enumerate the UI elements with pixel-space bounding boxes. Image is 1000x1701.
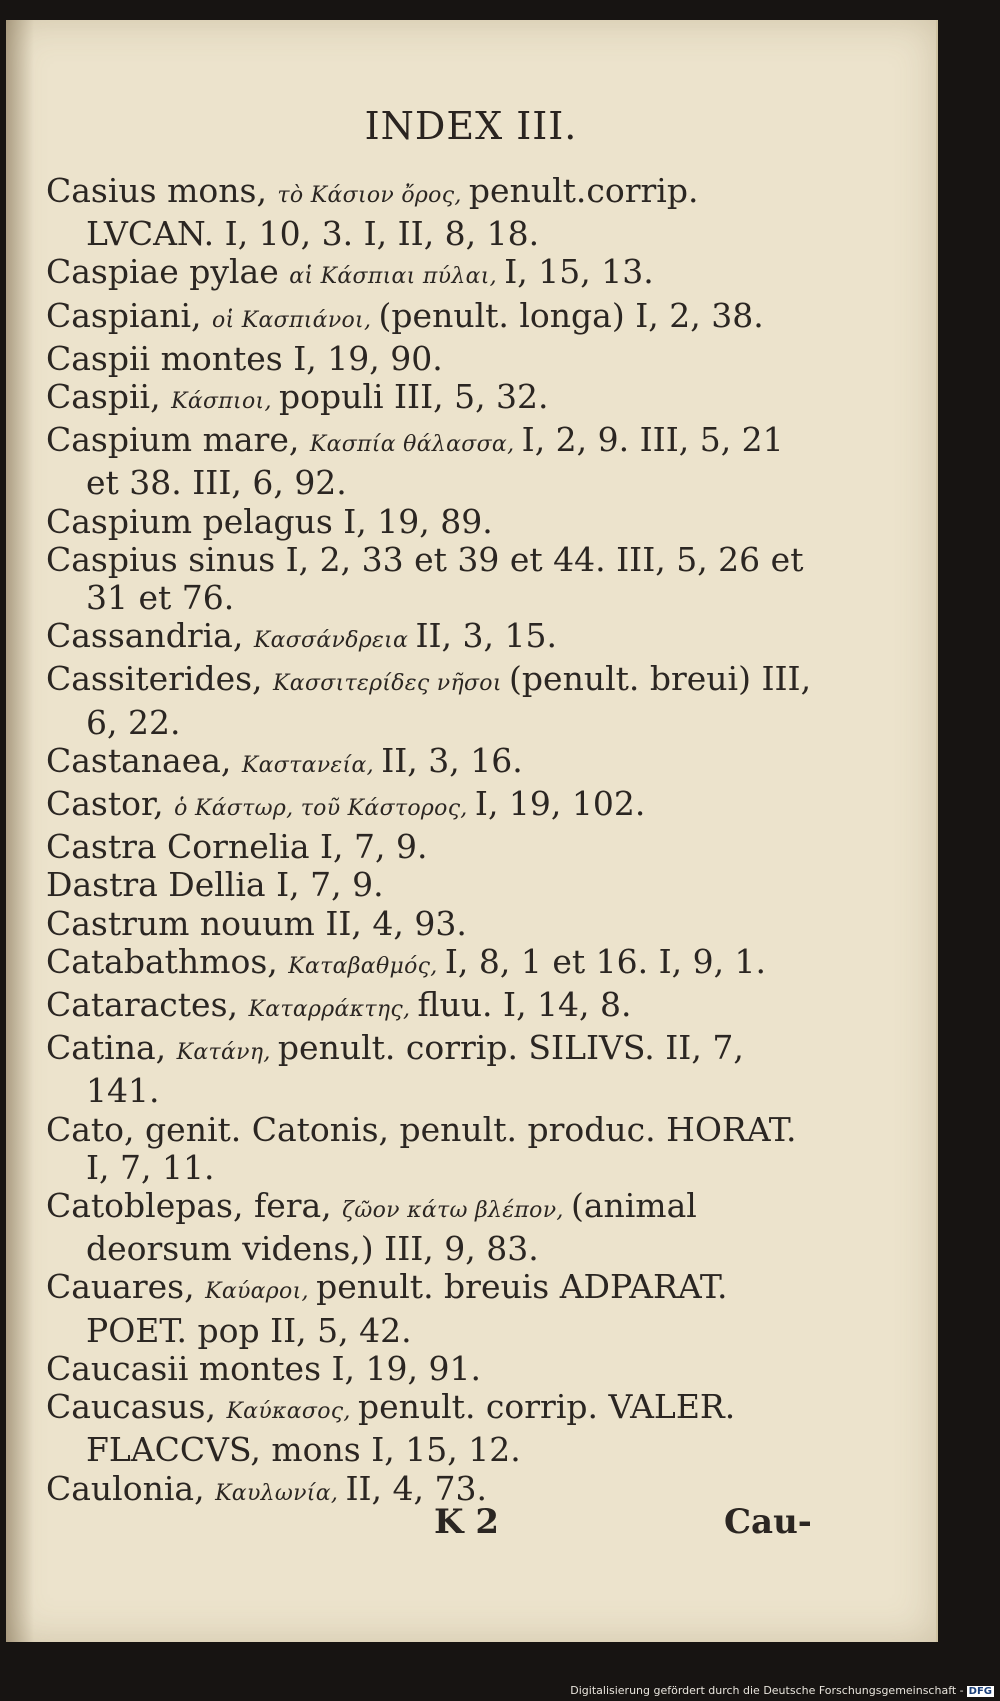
credit-text: Digitalisierung gefördert durch die Deutsche Forschungsgemeinschaft - [570, 1684, 964, 1697]
entry-headword: Caspii montes [46, 338, 294, 378]
entry-headword: Caspiae pylae [46, 252, 290, 292]
index-entry [46, 742, 826, 785]
entry-reference: I, 8, 1 et 16. I, 9, 1. [444, 941, 767, 981]
entry-headword: Catoblepas, fera, [46, 1186, 343, 1226]
entry-greek: Κασσάνδρεια [253, 628, 416, 654]
entry-reference: II, 3, 15. [415, 616, 557, 656]
index-entry [46, 943, 826, 986]
entry-headword: Caucasii montes [46, 1348, 332, 1388]
entry-headword: Caspium pelagus [46, 501, 344, 541]
entry-reference: I, 2, 9. III, 5, 21 et 38. III, 6, 92. [86, 420, 784, 503]
index-entry [46, 617, 826, 660]
entry-greek: τὸ Κάσιον ὄρος, [277, 183, 469, 208]
entry-headword: Castanaea, [46, 740, 242, 780]
entry-greek: ὁ Κάστωρ, τοῦ Κάστορος, [174, 796, 475, 822]
index-entry [46, 1268, 826, 1349]
index-entry [46, 378, 826, 421]
entry-headword: Cassandria, [46, 616, 254, 656]
entry-greek: Καταβαθμός, [288, 953, 445, 979]
entry-headword: Cataractes, [46, 985, 249, 1025]
page-header: INDEX III. [364, 104, 578, 148]
entry-greek: Κασσιτερίδες νῆσοι [273, 671, 510, 697]
index-entry [46, 1111, 826, 1187]
index-entry [46, 785, 826, 828]
entry-headword: Caucasus, [46, 1387, 227, 1427]
entry-headword: Caspii, [46, 377, 172, 417]
index-entry [46, 660, 826, 741]
entry-headword: Catina, [46, 1028, 177, 1068]
entry-headword: Caspius sinus [46, 539, 286, 579]
entry-headword: Caspium mare, [46, 420, 310, 460]
entry-greek: Καταρράκτης, [248, 997, 418, 1023]
entry-headword: Casius mons, [46, 171, 278, 210]
index-entry [46, 1388, 826, 1469]
index-entry [46, 905, 826, 943]
entry-headword: Cauares, [46, 1267, 206, 1307]
entry-reference: penult. breuis ADPARAT. POET. pop II, 5, 42. [86, 1267, 728, 1350]
entry-greek: οἱ Κασπιάνοι, [212, 307, 379, 333]
entry-headword: Caulonia, [46, 1468, 216, 1508]
entry-greek: αἱ Κάσπιαι πύλαι, [289, 264, 505, 290]
entry-greek: ζῶον κάτω βλέπον, [342, 1198, 571, 1224]
spine-shadow [6, 20, 34, 1642]
entry-headword: Dastra Dellia [46, 865, 277, 905]
entry-greek: Κασπία θάλασσα, [309, 432, 522, 458]
entry-reference: (animal deorsum videns,) III, 9, 83. [86, 1186, 697, 1269]
entry-headword: Castra Cornelia [46, 827, 321, 867]
entry-greek: Καύκασος, [226, 1399, 358, 1425]
index-entry [46, 340, 826, 378]
entry-reference: (penult. longa) I, 2, 38. [378, 295, 764, 335]
entry-headword: Castor, [46, 784, 175, 824]
catchword: Cau- [724, 1502, 812, 1542]
entry-headword: Cato, [46, 1109, 146, 1149]
index-entry [46, 986, 826, 1029]
entry-greek: Καύαροι, [205, 1279, 317, 1305]
index-entry [46, 1350, 826, 1388]
entry-reference: I, 7, 9. [320, 827, 428, 867]
entry-reference: I, 19, 102. [474, 784, 646, 824]
entry-reference: I, 19, 91. [331, 1348, 481, 1388]
entry-headword: Castrum nouum [46, 903, 326, 943]
entry-greek: Καυλωνία, [215, 1480, 346, 1506]
book-page [6, 20, 938, 1642]
entry-headword: Caspiani, [46, 295, 212, 335]
entry-reference: penult. corrip. SILIVS. II, 7, 141. [86, 1028, 744, 1111]
entry-reference: penult. corrip. VALER. FLACCVS, mons I, 15, 12. [86, 1387, 736, 1470]
entry-reference: I, 2, 33 et 39 et 44. III, 5, 26 et 31 et 76. [86, 539, 804, 618]
index-entry [46, 866, 826, 904]
entry-greek: Κάσπιοι, [171, 389, 280, 415]
index-entry [46, 1187, 826, 1268]
entry-reference: II, 4, 93. [325, 903, 467, 943]
entry-headword: Catabathmos, [46, 941, 289, 981]
index-entry [46, 1029, 826, 1110]
index-entry [46, 541, 826, 617]
entry-reference: II, 4, 73. [345, 1468, 487, 1508]
dfg-logo: DFG [968, 1686, 992, 1697]
entry-reference: I, 15, 13. [504, 252, 654, 292]
entry-reference: I, 19, 90. [293, 338, 443, 378]
entry-greek: Καστανεία, [241, 752, 382, 778]
entry-reference: fluu. I, 14, 8. [417, 985, 632, 1025]
entry-headword: Cassiterides, [46, 659, 274, 699]
entry-reference: II, 3, 16. [381, 740, 523, 780]
entry-reference: (penult. breui) III, 6, 22. [86, 659, 812, 742]
index-entry [46, 253, 826, 296]
index-entry [46, 503, 826, 541]
entry-reference: penult.corrip. LVCAN. I, 10, 3. I, II, 8, 18. [86, 171, 699, 254]
entry-greek: Κατάνη, [176, 1040, 278, 1066]
index-entry [46, 421, 826, 502]
digitization-credit [570, 1684, 994, 1697]
index-entry [46, 828, 826, 866]
index-entry [46, 172, 826, 253]
entry-reference: I, 7, 9. [276, 865, 384, 905]
signature-mark: K 2 [434, 1502, 500, 1542]
index-entries [46, 172, 826, 1513]
entry-reference: genit. Catonis, penult. produc. HORAT. I, 7, 11. [86, 1109, 797, 1187]
entry-reference: populi III, 5, 32. [279, 377, 549, 417]
entry-reference: I, 19, 89. [343, 501, 493, 541]
index-entry [46, 297, 826, 340]
